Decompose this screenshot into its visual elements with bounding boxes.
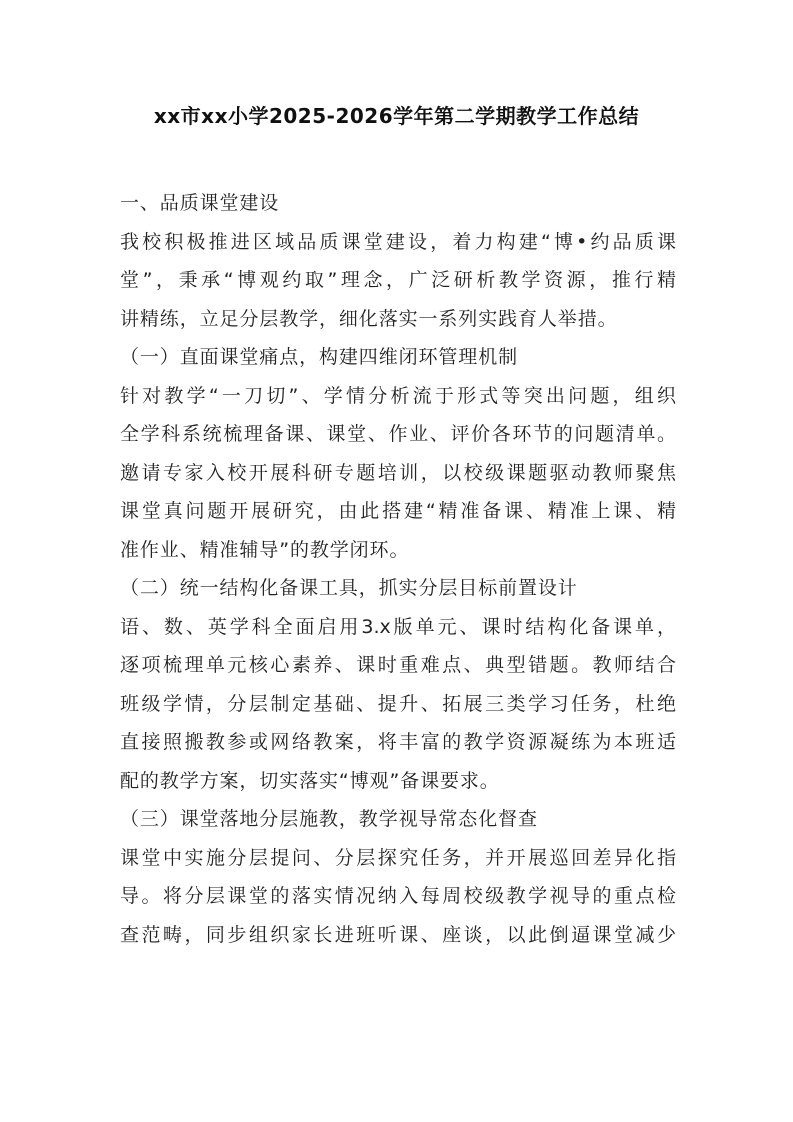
paragraph-line: 导。将分层课堂的落实情况纳入每周校级教学视导的重点检 — [120, 885, 676, 907]
paragraph-line: 课堂中实施分层提问、分层探究任务，并开展巡回差异化指 — [120, 846, 676, 869]
paragraph-line: 课堂真问题开展研究，由此搭建“精准备课、精准上课、精 — [120, 500, 676, 522]
paragraph-line: 针对教学“一刀切”、学情分析流于形式等突出问题，组织 — [120, 384, 676, 407]
subsection-heading: （二）统一结构化备课工具，抓实分层目标前置设计 — [120, 577, 578, 599]
paragraph-line: 直接照搬教参或网络教案，将丰富的教学资源凝练为本班适 — [120, 731, 676, 753]
subsection-heading: （三）课堂落地分层施教，教学视导常态化督查 — [120, 808, 538, 830]
subsection-heading: （一）直面课堂痛点，构建四维闭环管理机制 — [120, 346, 519, 368]
paragraph-line: 查范畴，同步组织家长进班听课、座谈，以此倒逼课堂减少 — [120, 923, 676, 946]
paragraph-line: 我校积极推进区域品质课堂建设，着力构建“博•约品质课 — [120, 230, 676, 253]
paragraph-line: 准作业、精准辅导”的教学闭环。 — [120, 538, 410, 561]
paragraph-line: 班级学情，分层制定基础、提升、拓展三类学习任务，杜绝 — [120, 692, 676, 715]
paragraph-line: 讲精练，立足分层教学，细化落实一系列实践育人举措。 — [120, 307, 618, 330]
section-heading: 一、品质课堂建设 — [120, 192, 280, 214]
document-body — [120, 184, 676, 954]
paragraph-line: 逐项梳理单元核心素养、课时重难点、典型错题。教师结合 — [120, 654, 676, 676]
paragraph-line: 配的教学方案，切实落实“博观”备课要求。 — [120, 769, 500, 792]
paragraph-line: 邀请专家入校开展科研专题培训，以校级课题驱动教师聚焦 — [120, 461, 676, 484]
paragraph-line: 全学科系统梳理备课、课堂、作业、评价各环节的问题清单。 — [120, 423, 676, 445]
paragraph-line: 语、数、英学科全面启用3.x版单元、课时结构化备课单， — [120, 615, 676, 638]
paragraph-line: 堂”，秉承“博观约取”理念，广泛研析教学资源，推行精 — [120, 269, 676, 291]
document-title: xx市xx小学2025-2026学年第二学期教学工作总结 — [153, 104, 640, 128]
